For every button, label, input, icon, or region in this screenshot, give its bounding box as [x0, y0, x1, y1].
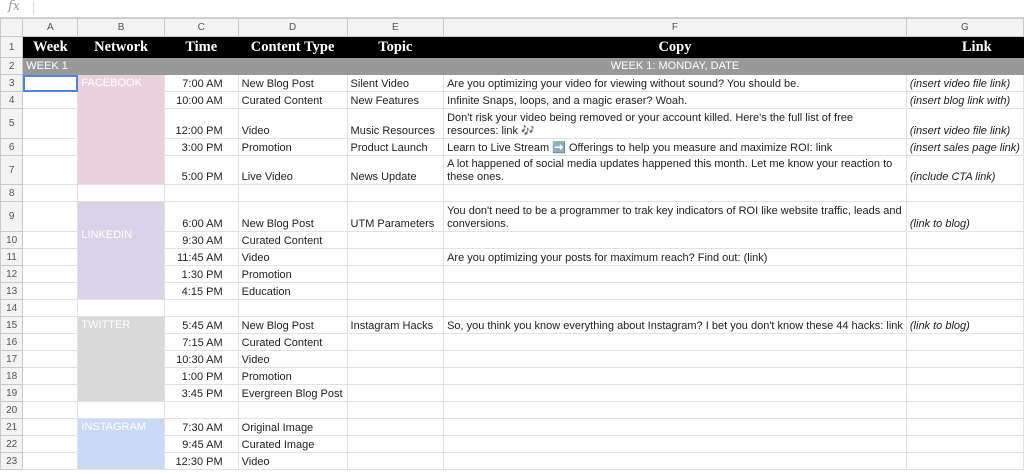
- cell[interactable]: [347, 368, 444, 385]
- copy-cell[interactable]: So, you think you know everything about Instagram? I bet you don't know these 44 hacks: link: [444, 317, 907, 334]
- row-number[interactable]: 22: [1, 436, 23, 453]
- row-number[interactable]: 13: [1, 283, 23, 300]
- select-all-corner[interactable]: [1, 19, 23, 37]
- row-number[interactable]: 10: [1, 232, 23, 249]
- row-number[interactable]: 16: [1, 334, 23, 351]
- row-number[interactable]: 15: [1, 317, 23, 334]
- content-type-cell[interactable]: Curated Image: [238, 436, 347, 453]
- time-cell[interactable]: 3:45 PM: [164, 385, 238, 402]
- cell[interactable]: [23, 109, 78, 139]
- time-cell[interactable]: 7:15 AM: [164, 334, 238, 351]
- row-number[interactable]: 21: [1, 419, 23, 436]
- copy-cell[interactable]: Don't risk your video being removed or your account killed. Here's the full list of free resources: link 🎶: [444, 109, 907, 139]
- cell[interactable]: [164, 402, 238, 419]
- header-topic[interactable]: Topic: [347, 37, 444, 58]
- link-cell[interactable]: (include CTA link): [906, 156, 1023, 185]
- content-type-cell[interactable]: Curated Content: [238, 334, 347, 351]
- cell[interactable]: [906, 249, 1023, 266]
- cell[interactable]: [906, 266, 1023, 283]
- row-number[interactable]: 3: [1, 75, 23, 92]
- table-row: [1, 300, 1024, 317]
- cell[interactable]: [347, 283, 444, 300]
- cell[interactable]: [23, 334, 78, 351]
- table-row: [1, 419, 1024, 436]
- cell[interactable]: [78, 402, 164, 419]
- column-header-d[interactable]: D: [238, 19, 347, 37]
- cell[interactable]: [347, 266, 444, 283]
- time-cell[interactable]: 9:45 AM: [164, 436, 238, 453]
- cell[interactable]: [23, 266, 78, 283]
- spreadsheet-grid: [0, 18, 1024, 470]
- copy-cell[interactable]: Are you optimizing your video for viewing without sound? You should be.: [444, 75, 907, 92]
- row-number[interactable]: 12: [1, 266, 23, 283]
- cell[interactable]: [23, 419, 78, 436]
- content-type-cell[interactable]: New Blog Post: [238, 317, 347, 334]
- link-cell[interactable]: (insert video file link): [906, 109, 1023, 139]
- cell[interactable]: [347, 436, 444, 453]
- topic-cell[interactable]: Product Launch: [347, 139, 444, 156]
- week-row: [1, 58, 1024, 75]
- cell[interactable]: [238, 402, 347, 419]
- time-cell[interactable]: 7:30 AM: [164, 419, 238, 436]
- cell[interactable]: [164, 58, 238, 75]
- formula-bar[interactable]: [0, 0, 1024, 18]
- row-number[interactable]: 2: [1, 58, 23, 75]
- time-cell[interactable]: 1:00 PM: [164, 368, 238, 385]
- time-cell[interactable]: 10:30 AM: [164, 351, 238, 368]
- copy-cell[interactable]: Learn to Live Stream ➡️ Offerings to help you measure and maximize ROI: link: [444, 139, 907, 156]
- cell[interactable]: [23, 232, 78, 249]
- row-number[interactable]: 11: [1, 249, 23, 266]
- table-row: [1, 202, 1024, 232]
- cell[interactable]: [23, 402, 78, 419]
- formula-bar-divider: [33, 1, 34, 15]
- content-type-cell[interactable]: Video: [238, 453, 347, 470]
- cell[interactable]: [906, 351, 1023, 368]
- topic-cell[interactable]: Music Resources: [347, 109, 444, 139]
- content-type-cell[interactable]: Education: [238, 283, 347, 300]
- cell[interactable]: [23, 283, 78, 300]
- row-number[interactable]: 1: [1, 37, 23, 58]
- cell[interactable]: [78, 58, 164, 75]
- row-number[interactable]: 17: [1, 351, 23, 368]
- time-cell[interactable]: 4:15 PM: [164, 283, 238, 300]
- link-cell[interactable]: (link to blog): [906, 202, 1023, 232]
- time-cell[interactable]: 10:00 AM: [164, 92, 238, 109]
- cell[interactable]: [238, 58, 347, 75]
- network-instagram[interactable]: INSTAGRAM: [78, 419, 164, 470]
- header-link[interactable]: Link: [906, 37, 1023, 58]
- cell[interactable]: [23, 300, 78, 317]
- link-cell[interactable]: (insert blog link with): [906, 92, 1023, 109]
- cell[interactable]: [444, 351, 907, 368]
- week-label[interactable]: WEEK 1: [23, 58, 78, 75]
- row-number[interactable]: 20: [1, 402, 23, 419]
- cell[interactable]: [444, 266, 907, 283]
- link-cell[interactable]: (link to blog): [906, 317, 1023, 334]
- cell[interactable]: [347, 185, 444, 202]
- network-twitter[interactable]: TWITTER: [78, 317, 164, 402]
- row-number[interactable]: 6: [1, 139, 23, 156]
- row-number[interactable]: 8: [1, 185, 23, 202]
- copy-cell[interactable]: A lot happened of social media updates happened this month. Let me know your reaction to these ones.: [444, 156, 907, 185]
- cell[interactable]: [23, 368, 78, 385]
- row-number[interactable]: 18: [1, 368, 23, 385]
- cell[interactable]: [78, 300, 164, 317]
- cell[interactable]: [164, 300, 238, 317]
- cell[interactable]: [906, 385, 1023, 402]
- cell[interactable]: [906, 185, 1023, 202]
- column-header-e[interactable]: E: [347, 19, 444, 37]
- cell[interactable]: [444, 402, 907, 419]
- cell[interactable]: [238, 185, 347, 202]
- cell[interactable]: [906, 283, 1023, 300]
- cell[interactable]: [164, 185, 238, 202]
- cell[interactable]: [23, 202, 78, 232]
- cell[interactable]: [78, 185, 164, 202]
- link-cell[interactable]: (insert video file link): [906, 75, 1023, 92]
- row-number[interactable]: 19: [1, 385, 23, 402]
- cell[interactable]: [906, 368, 1023, 385]
- network-facebook[interactable]: FACEBOOK: [78, 75, 164, 185]
- cell[interactable]: [906, 453, 1023, 470]
- row-number[interactable]: 4: [1, 92, 23, 109]
- network-linkedin[interactable]: LINKEDIN: [78, 202, 164, 300]
- row-number[interactable]: 23: [1, 453, 23, 470]
- column-header-f[interactable]: F: [444, 19, 907, 37]
- cell[interactable]: [347, 334, 444, 351]
- time-cell[interactable]: 5:45 AM: [164, 317, 238, 334]
- cell[interactable]: [347, 419, 444, 436]
- row-number[interactable]: 14: [1, 300, 23, 317]
- table-header-row: [1, 37, 1024, 58]
- table-row: [1, 75, 1024, 92]
- cell[interactable]: [347, 351, 444, 368]
- cell[interactable]: [906, 419, 1023, 436]
- header-week[interactable]: Week: [23, 37, 78, 58]
- link-cell[interactable]: (insert sales page link): [906, 139, 1023, 156]
- table-row: [1, 185, 1024, 202]
- content-type-cell[interactable]: Promotion: [238, 139, 347, 156]
- column-header-g[interactable]: G: [906, 19, 1023, 37]
- copy-cell[interactable]: Infinite Snaps, loops, and a magic eraser? Woah.: [444, 92, 907, 109]
- content-type-cell[interactable]: Curated Content: [238, 232, 347, 249]
- content-type-cell[interactable]: Video: [238, 109, 347, 139]
- table-row: [1, 402, 1024, 419]
- content-type-cell[interactable]: New Blog Post: [238, 75, 347, 92]
- row-number[interactable]: 9: [1, 202, 23, 232]
- header-content-type[interactable]: Content Type: [238, 37, 347, 58]
- time-cell[interactable]: 7:00 AM: [164, 75, 238, 92]
- cell[interactable]: [23, 92, 78, 109]
- cell[interactable]: [444, 300, 907, 317]
- topic-cell[interactable]: New Features: [347, 92, 444, 109]
- selected-cell[interactable]: [23, 75, 78, 92]
- cell[interactable]: [444, 334, 907, 351]
- cell[interactable]: [906, 402, 1023, 419]
- content-type-cell[interactable]: Promotion: [238, 368, 347, 385]
- week-day-label[interactable]: WEEK 1: MONDAY, DATE: [444, 58, 907, 75]
- header-time[interactable]: Time: [164, 37, 238, 58]
- time-cell[interactable]: 12:00 PM: [164, 109, 238, 139]
- topic-cell[interactable]: UTM Parameters: [347, 202, 444, 232]
- cell[interactable]: [906, 58, 1023, 75]
- column-header-c[interactable]: C: [164, 19, 238, 37]
- cell[interactable]: [444, 385, 907, 402]
- cell[interactable]: [347, 300, 444, 317]
- time-cell[interactable]: 1:30 PM: [164, 266, 238, 283]
- cell[interactable]: [23, 385, 78, 402]
- cell[interactable]: [23, 249, 78, 266]
- cell[interactable]: [347, 232, 444, 249]
- header-copy[interactable]: Copy: [444, 37, 907, 58]
- topic-cell[interactable]: Instagram Hacks: [347, 317, 444, 334]
- copy-cell[interactable]: Are you optimizing your posts for maximum reach? Find out: (link): [444, 249, 907, 266]
- time-cell[interactable]: 5:00 PM: [164, 156, 238, 185]
- content-type-cell[interactable]: New Blog Post: [238, 202, 347, 232]
- cell[interactable]: [23, 351, 78, 368]
- cell[interactable]: [347, 385, 444, 402]
- cell[interactable]: [23, 156, 78, 185]
- cell[interactable]: [23, 453, 78, 470]
- cell[interactable]: [23, 436, 78, 453]
- cell[interactable]: [238, 300, 347, 317]
- row-number[interactable]: 7: [1, 156, 23, 185]
- cell[interactable]: [444, 283, 907, 300]
- cell[interactable]: [444, 185, 907, 202]
- content-type-cell[interactable]: Evergreen Blog Post: [238, 385, 347, 402]
- content-type-cell[interactable]: Live Video: [238, 156, 347, 185]
- time-cell[interactable]: 9:30 AM: [164, 232, 238, 249]
- content-type-cell[interactable]: Original Image: [238, 419, 347, 436]
- content-type-cell[interactable]: Curated Content: [238, 92, 347, 109]
- column-header-a[interactable]: A: [23, 19, 78, 37]
- cell[interactable]: [23, 139, 78, 156]
- cell[interactable]: [444, 436, 907, 453]
- cell[interactable]: [444, 368, 907, 385]
- cell[interactable]: [906, 232, 1023, 249]
- cell[interactable]: [906, 334, 1023, 351]
- content-type-cell[interactable]: Video: [238, 351, 347, 368]
- function-icon: fx: [8, 0, 21, 14]
- cell[interactable]: [444, 419, 907, 436]
- table-row: [1, 317, 1024, 334]
- time-cell[interactable]: 6:00 AM: [164, 202, 238, 232]
- column-header-row: [1, 19, 1024, 37]
- cell[interactable]: [347, 453, 444, 470]
- cell[interactable]: [347, 58, 444, 75]
- time-cell[interactable]: 12:30 PM: [164, 453, 238, 470]
- copy-cell[interactable]: You don't need to be a programmer to trak key indicators of ROI like website traffic, leads and conversions.: [444, 202, 907, 232]
- header-network[interactable]: Network: [78, 37, 164, 58]
- cell[interactable]: [23, 185, 78, 202]
- cell[interactable]: [444, 453, 907, 470]
- time-cell[interactable]: 3:00 PM: [164, 139, 238, 156]
- cell[interactable]: [444, 232, 907, 249]
- row-number[interactable]: 5: [1, 109, 23, 139]
- topic-cell[interactable]: Silent Video: [347, 75, 444, 92]
- time-cell[interactable]: 11:45 AM: [164, 249, 238, 266]
- cell[interactable]: [347, 249, 444, 266]
- topic-cell[interactable]: News Update: [347, 156, 444, 185]
- cell[interactable]: [347, 402, 444, 419]
- content-type-cell[interactable]: Promotion: [238, 266, 347, 283]
- content-type-cell[interactable]: Video: [238, 249, 347, 266]
- cell[interactable]: [23, 317, 78, 334]
- column-header-b[interactable]: B: [78, 19, 164, 37]
- cell[interactable]: [906, 436, 1023, 453]
- cell[interactable]: [906, 300, 1023, 317]
